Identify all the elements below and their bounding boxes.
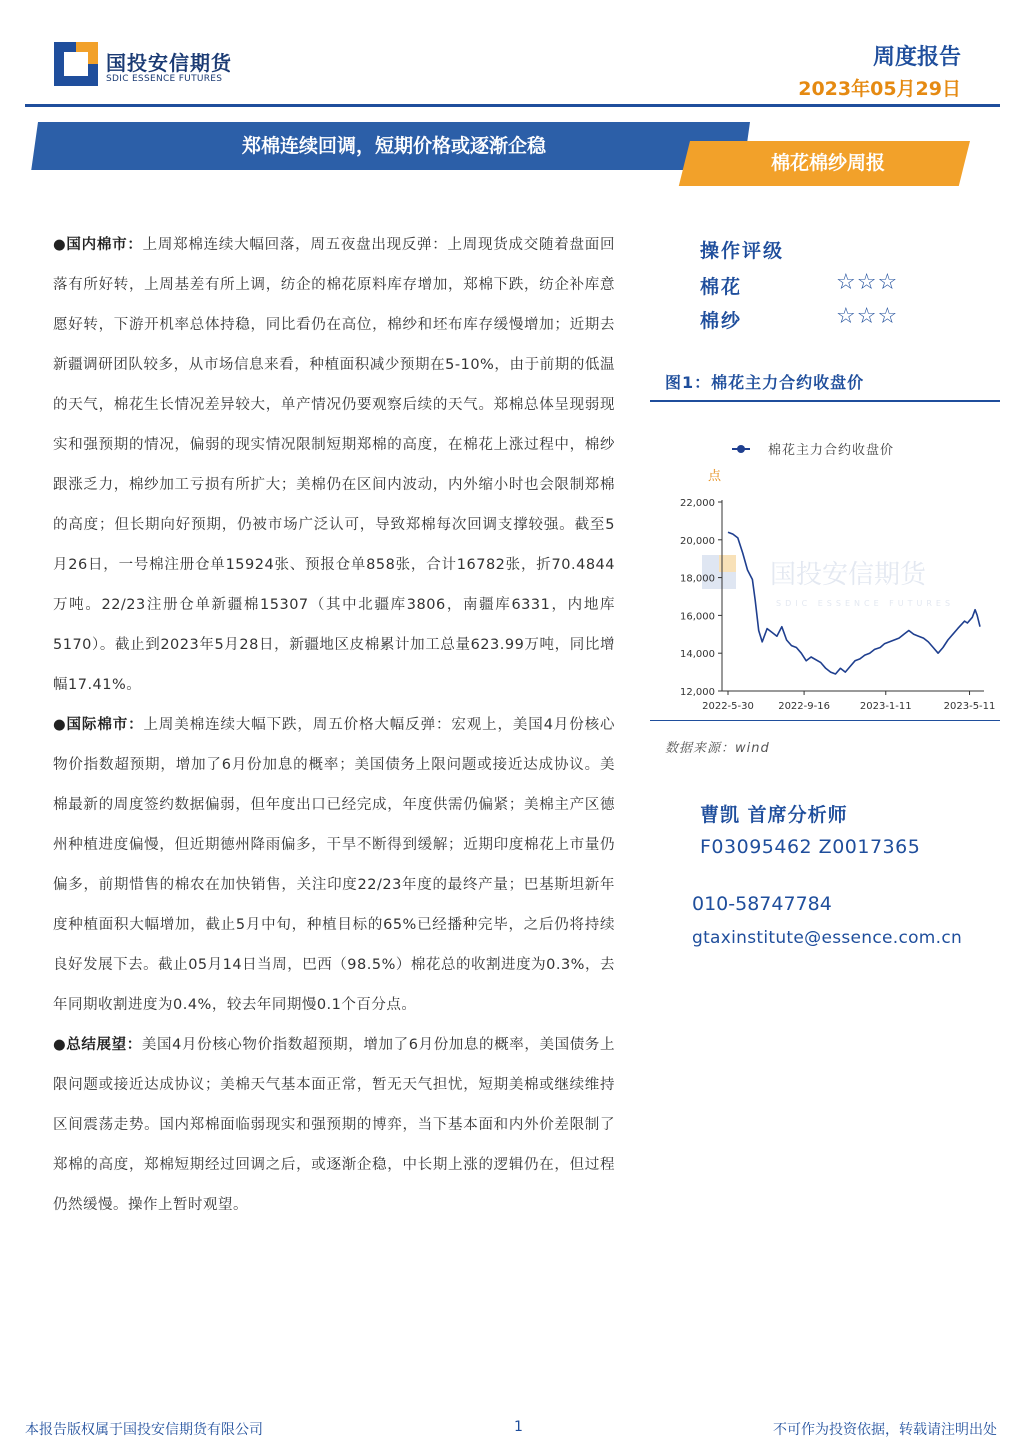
price-line-chart xyxy=(650,405,1000,717)
paragraph-text: 上周美棉连续大幅下跌，周五价格大幅反弹：宏观上，美国4月份核心物价指数超预期，增加了6月份加息的概率；美国债务上限问题或接近达成协议。美棉最新的周度签约数据偏弱，但年度出口已经完成，年度供需仍偏紧；美棉主产区德州种植进度偏慢，但近期德州降雨偏多，干旱不断得到缓解；近期印度棉花上市量仍偏多，前期惜售的棉农在加快销售，关注印度22/23年度的最终产量；巴基斯坦新年度种植面积大幅增加，截止5月中旬，种植目标的65%已经播种完毕，之后仍将持续良好发展下去。截止05月14日当周，巴西（98.5%）棉花总的收割进度为0.3%，去年同期收割进度为0.4%，较去年同期慢0.1个百分点。 xyxy=(53,717,615,1013)
watermark-text-en: SDIC ESSENCE FUTURES xyxy=(776,599,955,608)
legend-marker xyxy=(737,445,745,453)
company-name-cn: 国投安信期货 xyxy=(106,51,232,75)
watermark-text-cn: 国投安信期货 xyxy=(770,560,927,590)
analyst-certificates: F03095462 Z0017365 xyxy=(700,836,921,858)
figure-title: 图1：棉花主力合约收盘价 xyxy=(665,373,865,392)
report-type: 周度报告 xyxy=(872,45,961,70)
y-tick-label: 20,000 xyxy=(680,535,715,547)
paragraph-outlook xyxy=(53,1025,615,1225)
x-tick-label: 2023-1-11 xyxy=(859,701,912,712)
x-tick-label: 2022-9-16 xyxy=(778,701,830,712)
x-tick-label: 2023-5-11 xyxy=(943,701,996,712)
report-headline: 郑棉连续回调，短期价格或逐渐企稳 xyxy=(241,135,546,157)
report-body xyxy=(53,225,615,1225)
y-tick-label: 16,000 xyxy=(680,611,715,623)
rating-title: 操作评级 xyxy=(700,240,785,262)
x-tick-label: 2022-5-30 xyxy=(702,701,754,712)
rating-stars: ☆☆☆ xyxy=(836,270,899,295)
rating-item-name: 棉花 xyxy=(700,276,743,298)
footer-disclaimer: 不可作为投资依据，转载请注明出处 xyxy=(773,1422,997,1438)
y-tick-label: 22,000 xyxy=(680,498,715,509)
report-series-name: 棉花棉纱周报 xyxy=(770,152,885,174)
y-tick-label: 12,000 xyxy=(680,687,715,698)
paragraph-lead: ●国内棉市： xyxy=(53,237,143,253)
header-divider xyxy=(25,104,1000,107)
paragraph-international xyxy=(53,705,615,1025)
company-name-en: SDIC ESSENCE FUTURES xyxy=(106,74,223,84)
y-tick-label: 18,000 xyxy=(680,573,715,585)
page-number: 1 xyxy=(514,1419,523,1435)
paragraph-domestic xyxy=(53,225,615,705)
figure-top-rule xyxy=(650,400,1000,402)
rating-stars: ☆☆☆ xyxy=(836,304,899,329)
y-tick-label: 14,000 xyxy=(680,649,715,661)
figure-bottom-rule xyxy=(650,720,1000,721)
footer-copyright: 本报告版权属于国投安信期货有限公司 xyxy=(25,1422,263,1438)
analyst-phone: 010-58747784 xyxy=(692,893,832,915)
rating-item-name: 棉纱 xyxy=(700,310,743,332)
data-source: 数据来源：wind xyxy=(665,741,770,756)
y-axis-unit: 点 xyxy=(708,469,722,484)
paragraph-text: 上周郑棉连续大幅回落，周五夜盘出现反弹：上周现货成交随着盘面回落有所好转，上周基差有所上调，纺企的棉花原料库存增加，郑棉下跌，纺企补库意愿好转，下游开机率总体持稳，同比看仍在高位，棉纱和坯布库存缓慢增加；近期去新疆调研团队较多，从市场信息来看，种植面积减少预期在5-10%，由于前期的低温的天气，棉花生长情况差异较大，单产情况仍要观察后续的天气。郑棉总体呈现弱现实和强预期的情况，偏弱的现实情况限制短期郑棉的高度，在棉花上涨过程中，棉纱跟涨乏力，棉纱加工亏损有所扩大；美棉仍在区间内波动，内外缩小时也会限制郑棉的高度；但长期向好预期，仍被市场广泛认可，导致郑棉每次回调支撑较强。截至5月26日，一号棉注册仓单15924张、预报仓单858张，合计16782张，折70.4844万吨。22/23注册仓单新疆棉15307（其中北疆库3806，南疆库6331，内地库5170）。截止到2023年5月28日，新疆地区皮棉累计加工总量623.99万吨，同比增幅17.41%。 xyxy=(53,237,616,693)
legend-label: 棉花主力合约收盘价 xyxy=(768,443,895,458)
paragraph-lead: ●总结展望： xyxy=(53,1037,142,1053)
paragraph-text: 美国4月份核心物价指数超预期，增加了6月份加息的概率，美国债务上限问题或接近达成协议；美棉天气基本面正常，暂无天气担忧，短期美棉或继续维持区间震荡走势。国内郑棉面临弱现实和强预期的博弈，当下基本面和内外价差限制了郑棉的高度，郑棉短期经过回调之后，或逐渐企稳，中长期上涨的逻辑仍在，但过程仍然缓慢。操作上暂时观望。 xyxy=(53,1037,616,1213)
company-logo-icon xyxy=(54,42,98,86)
analyst-name: 曹凯 首席分析师 xyxy=(700,804,848,826)
paragraph-lead: ●国际棉市： xyxy=(53,717,144,733)
chart-watermark xyxy=(702,555,954,608)
report-date: 2023年05月29日 xyxy=(798,78,961,100)
analyst-email[interactable]: gtaxinstitute@essence.com.cn xyxy=(692,928,963,948)
